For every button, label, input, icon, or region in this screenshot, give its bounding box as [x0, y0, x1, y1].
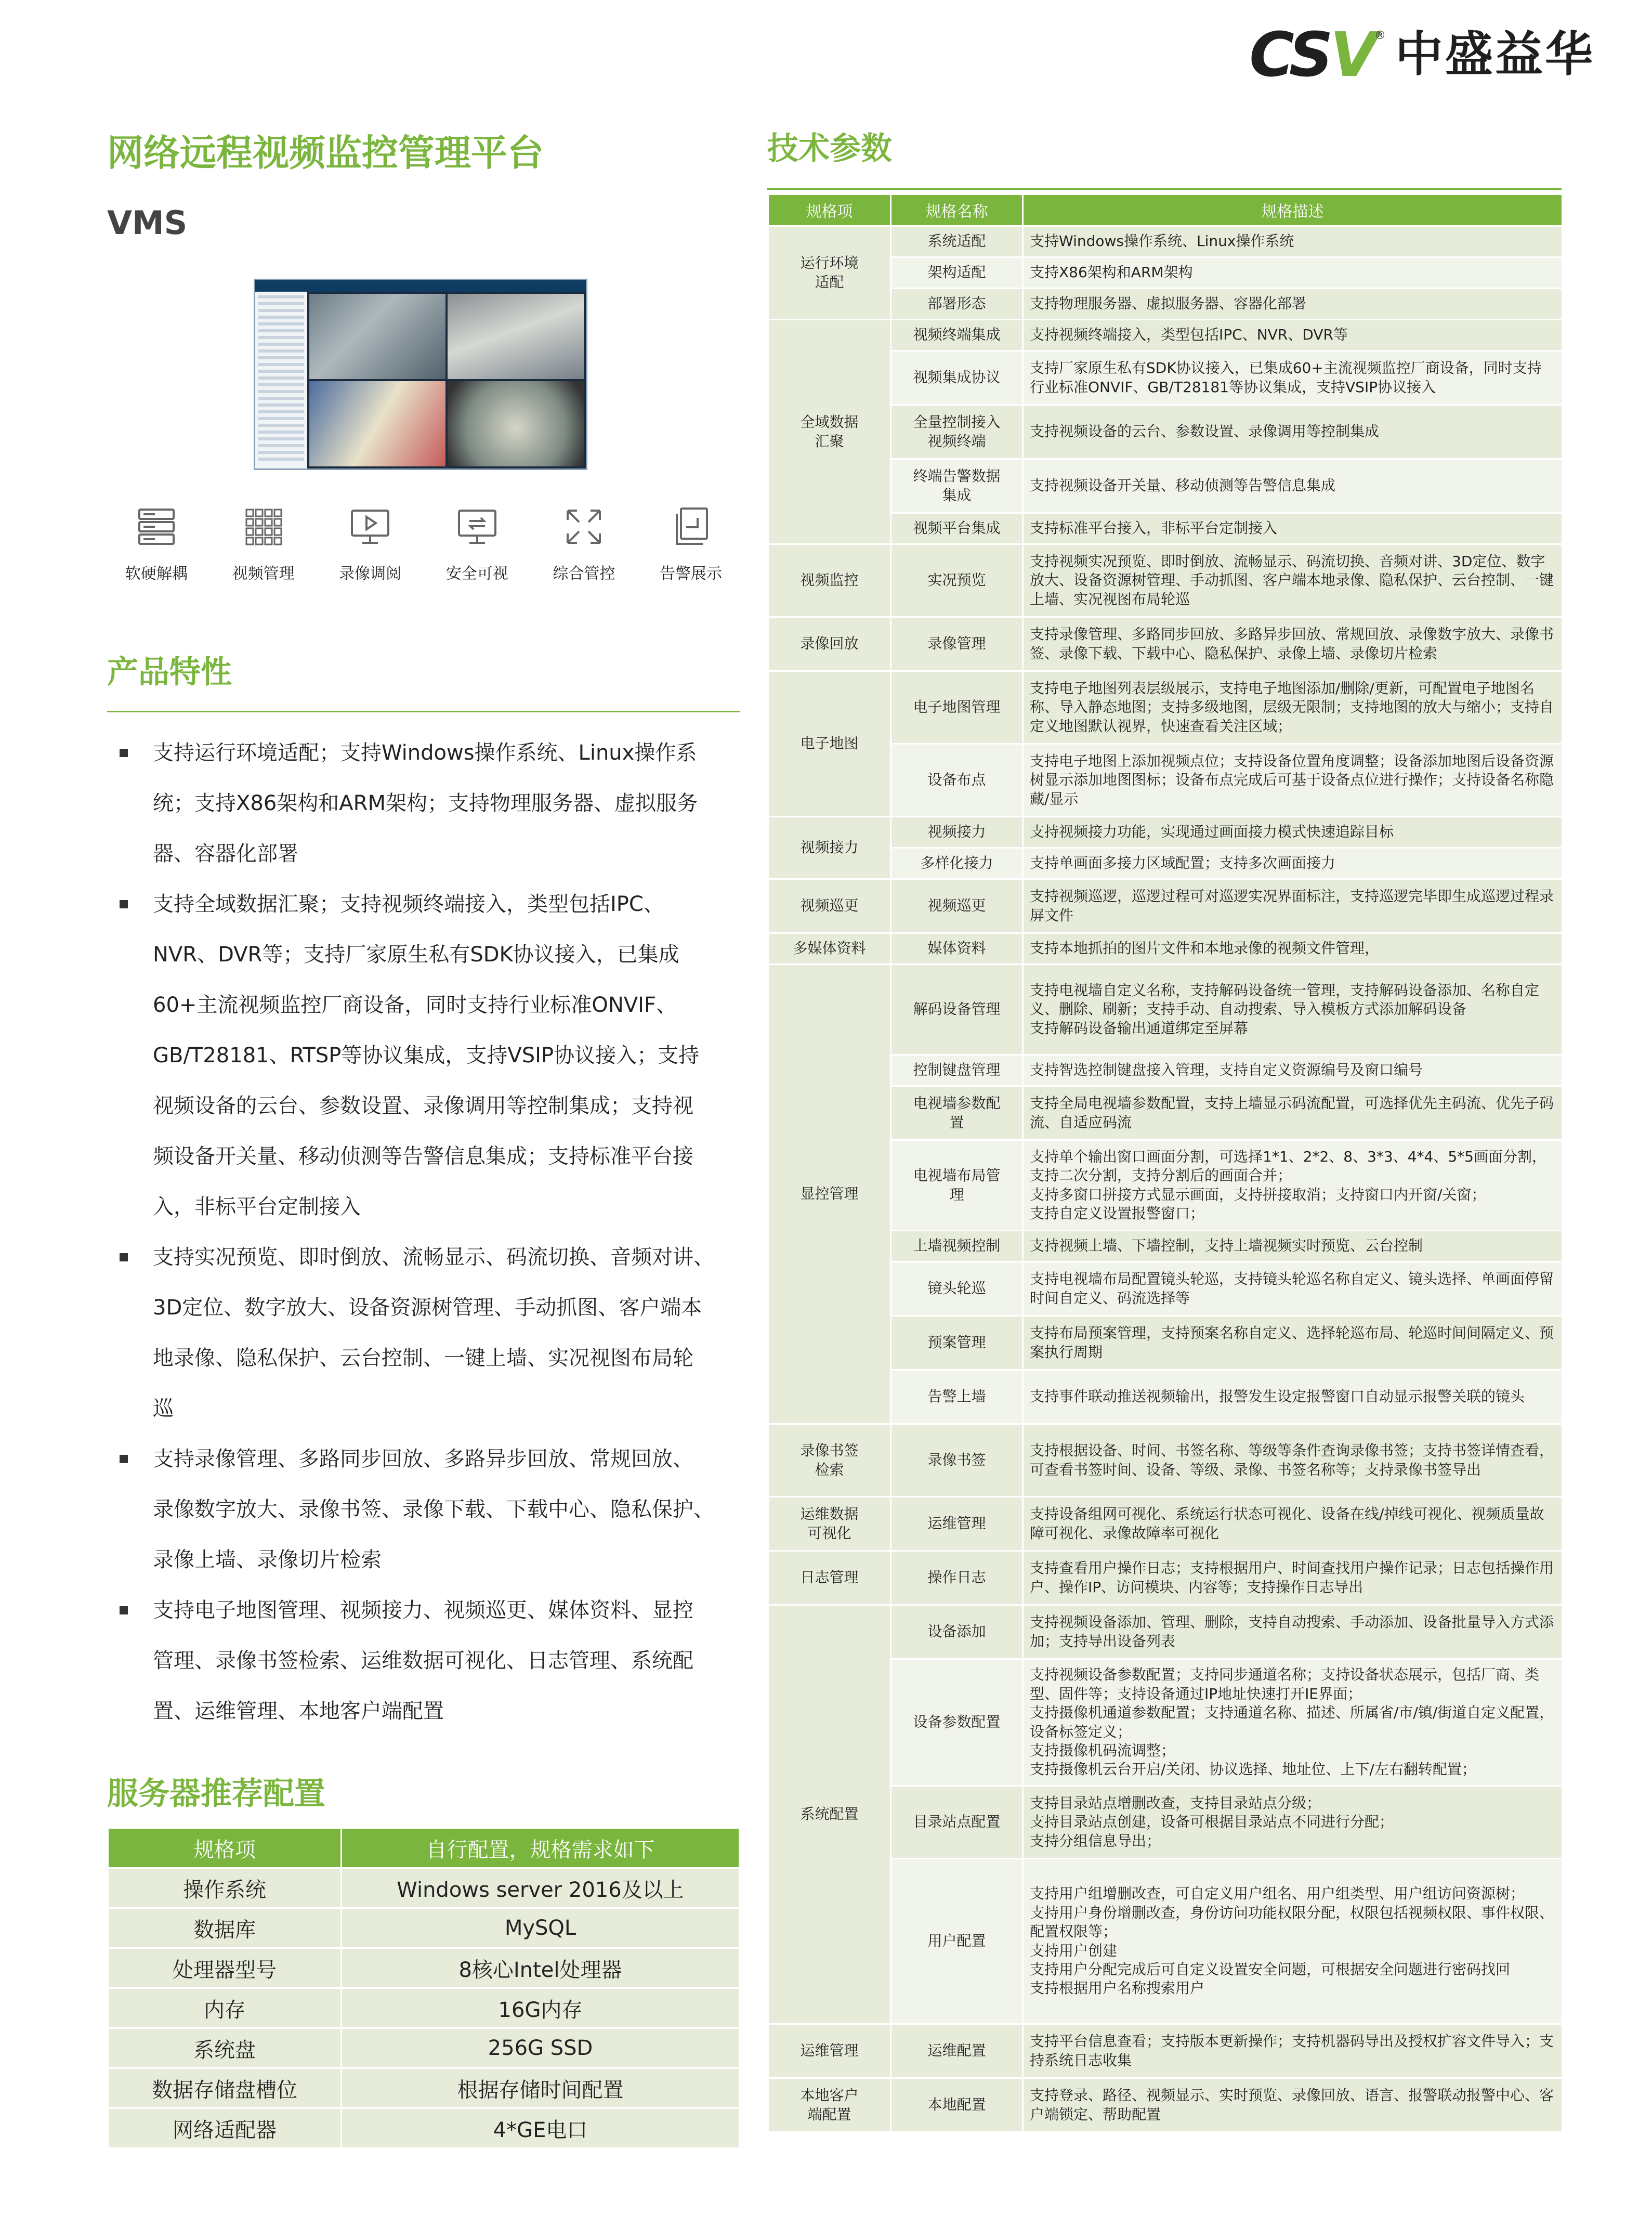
- spec-heading: 技术参数: [767, 131, 892, 167]
- spec-row: [768, 2024, 1563, 2078]
- spec-name: 系统适配: [891, 226, 1023, 257]
- logo-registered: ®: [1374, 29, 1386, 42]
- spec-category: 全域数据 汇聚: [768, 320, 891, 544]
- spec-category: 视频接力: [768, 817, 891, 879]
- bullet-icon: [120, 749, 128, 757]
- spec-description: 支持视频设备参数配置；支持同步通道名称；支持设备状态展示，包括厂商、类型、固件等；支持设备通过IP地址快速打开IE界面； 支持摄像机通道参数配置；支持通道名称、描述、所属省/市/镇/街道自定义配置，设备标签定义； 支持摄像机码流调整； 支持摄像机云台开启/关闭、协议选择、地址位、上下/左右翻转配置；: [1023, 1659, 1563, 1786]
- spec-name: 运维管理: [891, 1497, 1023, 1551]
- expand-arrows-icon: [561, 504, 606, 549]
- spec-header-cell: 规格项: [768, 194, 891, 226]
- feature-text: 支持录像管理、多路同步回放、多路异步回放、常规回放、 录像数字放大、录像书签、录像下载、下载中心、隐私保护、 录像上墙、录像切片检索: [153, 1447, 714, 1572]
- server-spec-value: 4*GE电口: [342, 2108, 740, 2148]
- server-spec-item: 操作系统: [108, 1868, 342, 1908]
- spec-name: 视频终端集成: [891, 320, 1023, 351]
- spec-name: 设备添加: [891, 1605, 1023, 1659]
- spec-row: [768, 1424, 1563, 1497]
- server-spec-value: 根据存储时间配置: [342, 2068, 740, 2108]
- spec-category: 系统配置: [768, 1605, 891, 2024]
- spec-category: 多媒体资料: [768, 933, 891, 965]
- spec-description: 支持标准平台接入，非标平台定制接入: [1023, 513, 1563, 544]
- spec-description: 支持视频巡逻，巡逻过程可对巡逻实况界面标注，支持巡逻完毕即生成巡逻过程录屏文件: [1023, 879, 1563, 933]
- spec-category: 运维数据 可视化: [768, 1497, 891, 1551]
- server-heading: 服务器推荐配置: [107, 1776, 325, 1812]
- server-header-cell: 自行配置，规格需求如下: [342, 1828, 740, 1868]
- server-table-header: [108, 1828, 740, 1868]
- spec-description: 支持设备组网可视化、系统运行状态可视化、设备在线/掉线可视化、视频质量故障可视化、录像故障率可视化: [1023, 1497, 1563, 1551]
- spec-description: 支持视频终端接入，类型包括IPC、NVR、DVR等: [1023, 320, 1563, 351]
- feature-icon-label: 综合管控: [553, 565, 615, 583]
- spec-name: 设备布点: [891, 744, 1023, 817]
- spec-description: 支持全局电视墙参数配置，支持上墙显示码流配置，可选择优先主码流、优先子码流、自适应码流: [1023, 1086, 1563, 1140]
- logo-mark: CSV: [1249, 19, 1374, 90]
- spec-header-cell: 规格描述: [1023, 194, 1563, 226]
- features-heading: 产品特性: [107, 654, 232, 691]
- server-header-cell: 规格项: [108, 1828, 342, 1868]
- grid-matrix-icon: [241, 504, 286, 549]
- spec-name: 视频接力: [891, 817, 1023, 848]
- feature-icon-label: 录像调阅: [339, 565, 402, 583]
- server-table-row: [108, 2108, 740, 2148]
- monitor-sync-icon: [455, 504, 500, 549]
- spec-description: 支持电视墙自定义名称，支持解码设备统一管理，支持解码设备添加、名称自定义、删除、刷新；支持手动、自动搜索、导入模板方式添加解码设备 支持解码设备输出通道绑定至屏幕: [1023, 965, 1563, 1055]
- server-table-row: [108, 1868, 740, 1908]
- spec-name: 解码设备管理: [891, 965, 1023, 1055]
- spec-description: 支持用户组增删改查，可自定义用户组名、用户组类型、用户组访问资源树； 支持用户身份增删改查，身份访问功能权限分配，权限包括视频权限、事件权限、配置权限等； 支持用户创建 支持用户分配完成后可自定义设置安全问题，可根据安全问题进行密码找回 支持根据用户名称搜索用户: [1023, 1859, 1563, 2024]
- spec-name: 架构适配: [891, 257, 1023, 289]
- spec-description: 支持事件联动推送视频输出，报警发生设定报警窗口自动显示报警关联的镜头: [1023, 1370, 1563, 1424]
- spec-row: [768, 617, 1563, 671]
- server-table-row: [108, 2068, 740, 2108]
- spec-description: 支持布局预案管理，支持预案名称自定义、选择轮巡布局、轮巡时间间隔定义、预案执行周期: [1023, 1316, 1563, 1370]
- spec-row: [768, 879, 1563, 933]
- spec-description: 支持视频上墙、下墙控制，支持上墙视频实时预览、云台控制: [1023, 1231, 1563, 1262]
- spec-name: 终端告警数据 集成: [891, 459, 1023, 513]
- screenshot-camera-grid: [309, 294, 584, 466]
- feature-icon-item: [428, 504, 527, 583]
- server-spec-item: 数据库: [108, 1908, 342, 1948]
- spec-name: 本地配置: [891, 2078, 1023, 2132]
- feature-item: [115, 879, 739, 1232]
- bullet-icon: [120, 1606, 128, 1614]
- stacked-pages-icon: [668, 504, 713, 549]
- spec-row: [768, 2078, 1563, 2132]
- spec-row: [768, 320, 1563, 351]
- spec-name: 录像管理: [891, 617, 1023, 671]
- camera-view: [448, 294, 584, 379]
- spec-description: 支持本地抓拍的图片文件和本地录像的视频文件管理，: [1023, 933, 1563, 965]
- spec-description: 支持视频设备开关量、移动侦测等告警信息集成: [1023, 459, 1563, 513]
- spec-description: 支持视频设备的云台、参数设置、录像调用等控制集成: [1023, 405, 1563, 459]
- server-table-row: [108, 1988, 740, 2028]
- spec-description: 支持厂家原生私有SDK协议接入，已集成60+主流视频监控厂商设备，同时支持行业标准ONVIF、GB/T28181等协议集成，支持VSIP协议接入: [1023, 351, 1563, 405]
- camera-view: [448, 381, 584, 466]
- spec-name: 视频巡更: [891, 879, 1023, 933]
- spec-category: 电子地图: [768, 671, 891, 817]
- server-spec-value: 8核心Intel处理器: [342, 1948, 740, 1988]
- spec-description: 支持根据设备、时间、书签名称、等级等条件查询录像书签；支持书签详情查看，可查看书签时间、设备、等级、录像、书签名称等；支持录像书签导出: [1023, 1424, 1563, 1497]
- spec-row: [768, 1497, 1563, 1551]
- spec-category: 显控管理: [768, 965, 891, 1424]
- spec-category: 运行环境 适配: [768, 226, 891, 320]
- spec-table-header: [768, 194, 1563, 226]
- spec-name: 上墙视频控制: [891, 1231, 1023, 1262]
- spec-name: 电视墙参数配 置: [891, 1086, 1023, 1140]
- spec-description: 支持Windows操作系统、Linux操作系统: [1023, 226, 1563, 257]
- spec-name: 操作日志: [891, 1551, 1023, 1605]
- feature-icon-label: 视频管理: [232, 565, 295, 583]
- spec-name: 控制键盘管理: [891, 1055, 1023, 1086]
- server-spec-item: 处理器型号: [108, 1948, 342, 1988]
- spec-name: 媒体资料: [891, 933, 1023, 965]
- spec-section: [767, 124, 1562, 190]
- server-spec-value: 256G SSD: [342, 2028, 740, 2068]
- feature-icon-label: 告警展示: [659, 565, 722, 583]
- server-table-row: [108, 2028, 740, 2068]
- feature-icon-item: [641, 504, 740, 583]
- spec-category: 运维管理: [768, 2024, 891, 2078]
- spec-name: 电子地图管理: [891, 671, 1023, 744]
- section-divider: [107, 711, 740, 712]
- screenshot-device-tree: [255, 292, 307, 468]
- features-section: [107, 647, 740, 712]
- spec-description: 支持物理服务器、虚拟服务器、容器化部署: [1023, 289, 1563, 320]
- spec-name: 用户配置: [891, 1859, 1023, 2024]
- feature-icons: [107, 504, 740, 583]
- spec-row: [768, 226, 1563, 257]
- spec-description: 支持单个输出窗口画面分割，可选择1*1、2*2、8、3*3、4*4、5*5画面分割，支持二次分割，支持分割后的画面合并； 支持多窗口拼接方式显示画面，支持拼接取消；支持窗口内开窗/关窗； 支持自定义设置报警窗口；: [1023, 1140, 1563, 1231]
- product-screenshot: [254, 279, 587, 470]
- feature-text: 支持实况预览、即时倒放、流畅显示、码流切换、音频对讲、 3D定位、数字放大、设备资源树管理、手动抓图、客户端本 地录像、隐私保护、云台控制、一键上墙、实况视图布局轮 巡: [153, 1245, 714, 1421]
- feature-icon-item: [214, 504, 313, 583]
- spec-name: 部署形态: [891, 289, 1023, 320]
- spec-description: 支持视频实况预览、即时倒放、流畅显示、码流切换、音频对讲、3D定位、数字放大、设备资源树管理、手动抓图、客户端本地录像、隐私保护、云台控制、一键上墙、实况视图布局轮巡: [1023, 544, 1563, 617]
- server-spec-value: 16G内存: [342, 1988, 740, 2028]
- spec-description: 支持目录站点增删改查，支持目录站点分级； 支持目录站点创建，设备可根据目录站点不同进行分配； 支持分组信息导出；: [1023, 1786, 1563, 1859]
- spec-category: 本地客户 端配置: [768, 2078, 891, 2132]
- spec-header-cell: 规格名称: [891, 194, 1023, 226]
- spec-description: 支持录像管理、多路同步回放、多路异步回放、常规回放、录像数字放大、录像书签、录像下载、下载中心、隐私保护、录像上墙、录像切片检索: [1023, 617, 1563, 671]
- spec-category: 视频监控: [768, 544, 891, 617]
- bullet-icon: [120, 1455, 128, 1463]
- feature-text: 支持电子地图管理、视频接力、视频巡更、媒体资料、显控 管理、录像书签检索、运维数据可视化、日志管理、系统配 置、运维管理、本地客户端配置: [153, 1598, 693, 1723]
- camera-view: [309, 294, 445, 379]
- spec-row: [768, 965, 1563, 1055]
- spec-description: 支持单画面多接力区域配置；支持多次画面接力: [1023, 848, 1563, 879]
- feature-icon-item: [321, 504, 419, 583]
- spec-name: 全量控制接入 视频终端: [891, 405, 1023, 459]
- spec-row: [768, 1551, 1563, 1605]
- spec-description: 支持电视墙布局配置镜头轮巡，支持镜头轮巡名称自定义、镜头选择、单画面停留时间自定义、码流选择等: [1023, 1262, 1563, 1316]
- spec-row: [768, 1605, 1563, 1659]
- spec-name: 电视墙布局管 理: [891, 1140, 1023, 1231]
- server-section: [107, 1769, 740, 1814]
- spec-category: 录像书签 检索: [768, 1424, 891, 1497]
- screenshot-titlebar: [255, 280, 586, 292]
- spec-description: 支持X86架构和ARM架构: [1023, 257, 1563, 289]
- spec-name: 镜头轮巡: [891, 1262, 1023, 1316]
- feature-icon-item: [534, 504, 633, 583]
- monitor-play-icon: [348, 504, 392, 549]
- feature-icon-item: [107, 504, 206, 583]
- spec-name: 目录站点配置: [891, 1786, 1023, 1859]
- server-spec-value: Windows server 2016及以上: [342, 1868, 740, 1908]
- spec-row: [768, 817, 1563, 848]
- section-divider: [767, 188, 1562, 190]
- spec-name: 多样化接力: [891, 848, 1023, 879]
- features-list: [115, 728, 739, 1737]
- spec-description: 支持视频设备添加、管理、删除，支持自动搜索、手动添加、设备批量导入方式添加；支持导出设备列表: [1023, 1605, 1563, 1659]
- spec-description: 支持电子地图上添加视频点位；支持设备位置角度调整；设备添加地图后设备资源树显示添加地图图标；设备布点完成后可基于设备点位进行操作；支持设备名称隐藏/显示: [1023, 744, 1563, 817]
- camera-view: [309, 381, 445, 466]
- product-title: 网络远程视频监控管理平台: [107, 132, 544, 174]
- brand-logo: [1249, 19, 1595, 90]
- spec-category: 视频巡更: [768, 879, 891, 933]
- spec-table: [767, 193, 1563, 2133]
- logo-company-name: 中盛益华: [1395, 27, 1595, 82]
- feature-item: [115, 1434, 739, 1585]
- spec-name: 告警上墙: [891, 1370, 1023, 1424]
- spec-category: 录像回放: [768, 617, 891, 671]
- feature-item: [115, 1585, 739, 1737]
- bullet-icon: [120, 1253, 128, 1261]
- spec-description: 支持登录、路径、视频显示、实时预览、录像回放、语言、报警联动报警中心、客户端锁定、帮助配置: [1023, 2078, 1563, 2132]
- spec-row: [768, 671, 1563, 744]
- spec-description: 支持查看用户操作日志；支持根据用户、时间查找用户操作记录；日志包括操作用户、操作IP、访问模块、内容等；支持操作日志导出: [1023, 1551, 1563, 1605]
- server-rack-icon: [134, 504, 179, 549]
- spec-name: 设备参数配置: [891, 1659, 1023, 1786]
- product-subtitle: VMS: [107, 204, 188, 242]
- server-spec-item: 内存: [108, 1988, 342, 2028]
- feature-text: 支持全域数据汇聚；支持视频终端接入，类型包括IPC、 NVR、DVR等；支持厂家原生私有SDK协议接入，已集成 60+主流视频监控厂商设备，同时支持行业标准ONVIF、 GB/T28181、RTSP等协议集成，支持VSIP协议接入；支持 视频设备的云台、参数设置、录像调用等控制集成；支持视 频设备开关量、移动侦测等告警信息集成；支持标准平台接 入，非标平台定制接入: [153, 892, 700, 1219]
- spec-name: 视频平台集成: [891, 513, 1023, 544]
- spec-description: 支持智选控制键盘接入管理，支持自定义资源编号及窗口编号: [1023, 1055, 1563, 1086]
- server-table-row: [108, 1948, 740, 1988]
- server-spec-item: 网络适配器: [108, 2108, 342, 2148]
- server-spec-item: 系统盘: [108, 2028, 342, 2068]
- server-spec-value: MySQL: [342, 1908, 740, 1948]
- spec-name: 视频集成协议: [891, 351, 1023, 405]
- spec-description: 支持电子地图列表层级展示，支持电子地图添加/删除/更新，可配置电子地图名称、导入静态地图；支持多级地图，层级无限制；支持地图的放大与缩小；支持自定义地图默认视界，快速查看关注区域；: [1023, 671, 1563, 744]
- spec-name: 运维配置: [891, 2024, 1023, 2078]
- feature-icon-label: 软硬解耦: [125, 565, 188, 583]
- spec-row: [768, 544, 1563, 617]
- server-spec-item: 数据存储盘槽位: [108, 2068, 342, 2108]
- bullet-icon: [120, 900, 128, 908]
- feature-item: [115, 1232, 739, 1434]
- spec-category: 日志管理: [768, 1551, 891, 1605]
- feature-text: 支持运行环境适配；支持Windows操作系统、Linux操作系 统；支持X86架构和ARM架构；支持物理服务器、虚拟服务 器、容器化部署: [153, 741, 698, 866]
- spec-description: 支持平台信息查看；支持版本更新操作；支持机器码导出及授权扩容文件导入；支持系统日志收集: [1023, 2024, 1563, 2078]
- spec-name: 预案管理: [891, 1316, 1023, 1370]
- spec-description: 支持视频接力功能，实现通过画面接力模式快速追踪目标: [1023, 817, 1563, 848]
- feature-icon-label: 安全可视: [445, 565, 508, 583]
- server-config-table: [107, 1827, 740, 2149]
- server-table-row: [108, 1908, 740, 1948]
- spec-name: 录像书签: [891, 1424, 1023, 1497]
- spec-name: 实况预览: [891, 544, 1023, 617]
- feature-item: [115, 728, 739, 879]
- spec-row: [768, 933, 1563, 965]
